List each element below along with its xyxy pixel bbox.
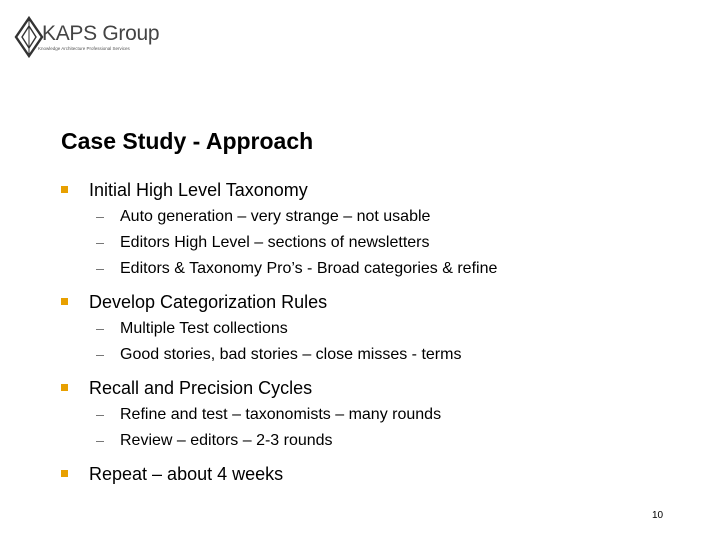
kaps-diamond-logo-icon <box>14 16 44 58</box>
sub-bullet-item <box>60 204 680 230</box>
sub-bullet-text: Review – editors – 2-3 rounds <box>120 432 333 449</box>
dash-bullet-icon <box>96 355 104 356</box>
bullet-item <box>60 178 680 202</box>
bullet-item <box>60 462 680 486</box>
dash-bullet-icon <box>96 243 104 244</box>
sub-bullet-item <box>60 402 680 428</box>
sub-bullet-item <box>60 316 680 342</box>
sub-bullet-item <box>60 230 680 256</box>
bullet-section <box>60 178 680 282</box>
sub-bullet-item <box>60 342 680 368</box>
dash-bullet-icon <box>96 329 104 330</box>
sub-bullet-list <box>60 204 680 282</box>
square-bullet-icon <box>61 470 68 477</box>
dash-bullet-icon <box>96 217 104 218</box>
page-number: 10 <box>652 510 664 521</box>
bullet-text: Recall and Precision Cycles <box>89 378 313 398</box>
bullet-text: Repeat – about 4 weeks <box>89 464 284 484</box>
square-bullet-icon <box>61 186 68 193</box>
bullet-list <box>60 178 680 494</box>
sub-bullet-text: Good stories, bad stories – close misses - terms <box>120 346 462 363</box>
bullet-item <box>60 376 680 400</box>
bullet-item <box>60 290 680 314</box>
sub-bullet-item <box>60 256 680 282</box>
logo-company-name: KAPS Group <box>42 22 160 45</box>
sub-bullet-list <box>60 316 680 368</box>
dash-bullet-icon <box>96 269 104 270</box>
logo-tagline: Knowledge Architecture Professional Services <box>38 46 130 51</box>
bullet-section <box>60 290 680 368</box>
sub-bullet-item <box>60 428 680 454</box>
dash-bullet-icon <box>96 415 104 416</box>
slide-title: Case Study - Approach <box>61 128 314 154</box>
sub-bullet-text: Multiple Test collections <box>120 320 288 337</box>
sub-bullet-text: Editors & Taxonomy Pro’s - Broad categories & refine <box>120 260 498 277</box>
bullet-text: Develop Categorization Rules <box>89 292 328 312</box>
square-bullet-icon <box>61 298 68 305</box>
sub-bullet-list <box>60 402 680 454</box>
bullet-section <box>60 462 680 486</box>
sub-bullet-text: Auto generation – very strange – not usable <box>120 208 431 225</box>
square-bullet-icon <box>61 384 68 391</box>
company-logo <box>14 16 160 60</box>
bullet-section <box>60 376 680 454</box>
bullet-text: Initial High Level Taxonomy <box>89 180 308 200</box>
sub-bullet-text: Refine and test – taxonomists – many rounds <box>120 406 442 423</box>
dash-bullet-icon <box>96 441 104 442</box>
sub-bullet-text: Editors High Level – sections of newsletters <box>120 234 430 251</box>
